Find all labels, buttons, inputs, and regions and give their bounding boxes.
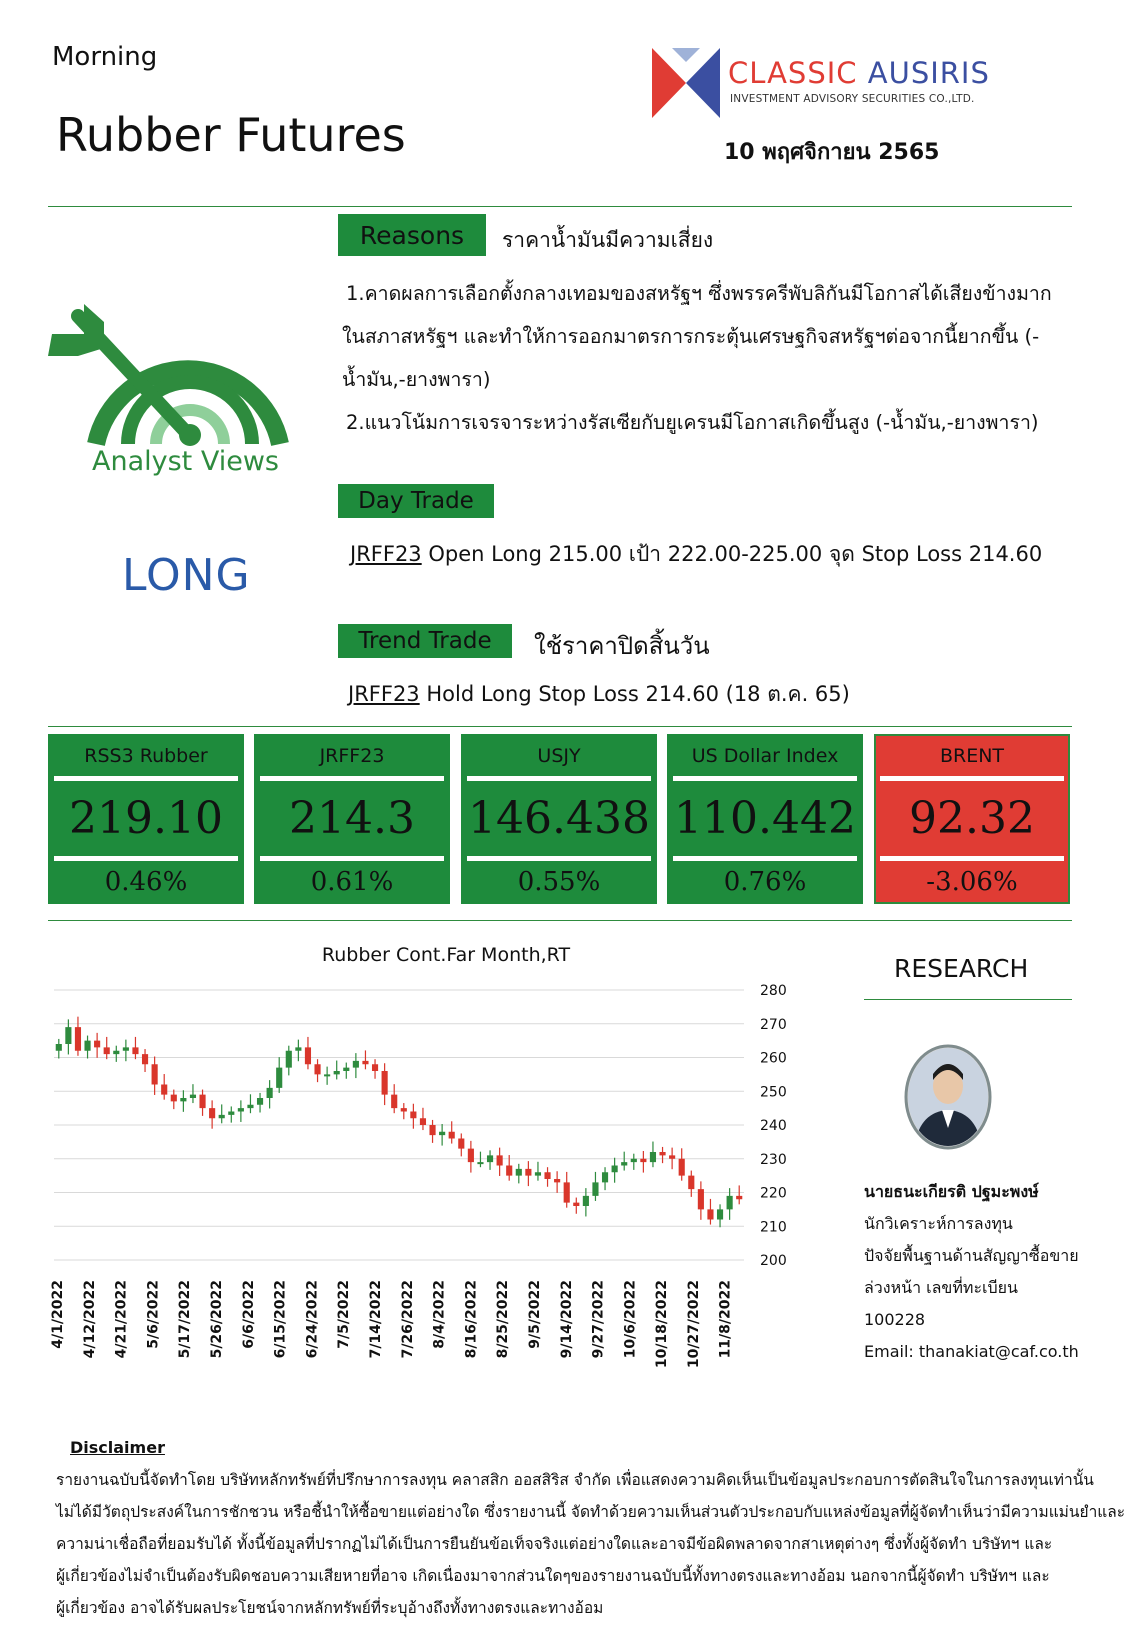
candle-body: [659, 1152, 665, 1155]
candle-body: [497, 1155, 503, 1165]
candle-body: [104, 1047, 110, 1054]
ticker-value: 146.438: [468, 792, 650, 844]
candle-body: [257, 1098, 263, 1105]
candle-body: [631, 1159, 637, 1162]
candle-body: [75, 1027, 81, 1051]
y-tick-label: 230: [760, 1151, 787, 1168]
x-tick-label: 10/18/2022: [654, 1280, 671, 1369]
candle-body: [209, 1108, 215, 1118]
ticker-change: 0.46%: [104, 867, 188, 897]
candle-body: [152, 1064, 158, 1084]
candle-body: [305, 1047, 311, 1064]
y-tick-label: 260: [760, 1050, 787, 1067]
candle-body: [267, 1088, 273, 1098]
x-tick-label: 8/16/2022: [463, 1280, 480, 1359]
x-tick-label: 5/17/2022: [177, 1280, 194, 1359]
candle-body: [142, 1054, 148, 1064]
disclaimer-text: [56, 1464, 1126, 1624]
reasons-badge: Reasons: [338, 214, 486, 256]
candle-body: [286, 1051, 292, 1068]
x-tick-label: 7/14/2022: [367, 1280, 384, 1359]
candle-body: [592, 1182, 598, 1196]
candle-body: [621, 1162, 627, 1165]
candle-body: [324, 1074, 330, 1076]
disclaimer-line: ผู้เกี่ยวข้องไม่จำเป็นต้องรับผิดชอบความเสียหายที่อาจ เกิดเนื่องมาจากส่วนใดๆของรายงานฉบับนี้ทั้งทางตรงและทางอ้อม นอกจากนี้ผู้จัดทำ บริษัทฯ และ: [56, 1567, 1050, 1585]
candle-body: [343, 1068, 349, 1071]
ticker-value: 214.3: [289, 792, 415, 844]
ticker-box-jrff23: [254, 734, 450, 904]
price-chart: [50, 983, 854, 1450]
candle-body: [688, 1176, 694, 1190]
candle-body: [612, 1166, 618, 1173]
candle-body: [506, 1166, 512, 1176]
brand-logo-icon: [652, 48, 720, 118]
x-tick-label: 11/8/2022: [717, 1280, 734, 1359]
candle-body: [449, 1132, 455, 1139]
ticker-change: 0.55%: [517, 867, 601, 897]
x-tick-label: 9/14/2022: [558, 1280, 575, 1359]
divider: [48, 206, 1072, 207]
ticker-label: USJY: [537, 745, 581, 767]
x-tick-label: 5/26/2022: [208, 1280, 225, 1359]
candle-body: [573, 1203, 579, 1206]
candle-body: [727, 1196, 733, 1210]
candle-body: [602, 1172, 608, 1182]
ticker-value: 110.442: [674, 792, 856, 844]
analyst-views-logo-text: Analyst Views: [92, 446, 279, 477]
x-tick-label: 7/26/2022: [399, 1280, 416, 1359]
disclaimer-line: ความน่าเชื่อถือที่ยอมรับได้ ทั้งนี้ข้อมูลที่ปรากฏไม่ได้เป็นการยืนยันข้อเท็จจริงแต่อย่างใดและอาจมีข้อผิดพลาดจากสาเหตุต่างๆ ซึ่งทั้งผู้จัดทำ บริษัทฯ และ: [56, 1535, 1053, 1553]
candle-body: [516, 1169, 522, 1176]
x-tick-label: 4/1/2022: [50, 1280, 66, 1349]
candle-body: [535, 1172, 541, 1175]
candle-body: [410, 1112, 416, 1119]
ticker-change: 0.76%: [723, 867, 807, 897]
trend-trade-line: JRFF23 Hold Long Stop Loss 214.60 (18 ต.ค. 65): [348, 682, 850, 706]
candle-body: [372, 1064, 378, 1071]
brand-name: CLASSIC AUSIRIS: [728, 56, 990, 90]
candle-body: [640, 1159, 646, 1162]
candle-body: [736, 1196, 742, 1199]
candle-body: [468, 1149, 474, 1163]
candle-body: [132, 1047, 138, 1054]
candle-body: [429, 1125, 435, 1135]
candle-body: [382, 1071, 388, 1095]
y-tick-label: 200: [760, 1253, 787, 1269]
candle-body: [458, 1139, 464, 1149]
y-tick-label: 250: [760, 1084, 787, 1101]
analyst-license: ปัจจัยพื้นฐานด้านสัญญาซื้อขาย: [864, 1246, 1079, 1265]
ticker-box-rss3: [48, 734, 244, 904]
analyst-email[interactable]: Email: thanakiat@caf.co.th: [864, 1342, 1079, 1361]
reason-line: น้ำมัน,-ยางพารา): [342, 368, 491, 391]
candle-body: [669, 1155, 675, 1158]
reason-line: 2.แนวโน้มการเจรจาระหว่างรัสเซียกับยูเครนมีโอกาสเกิดขึ้นสูง (-น้ำมัน,-ยางพารา): [346, 411, 1039, 434]
candle-body: [84, 1041, 90, 1051]
x-tick-label: 8/25/2022: [495, 1280, 512, 1359]
ticker-box-brent: [874, 734, 1070, 904]
analyst-avatar: [904, 1044, 992, 1150]
candle-body: [554, 1179, 560, 1182]
divider: [48, 920, 1072, 921]
ticker-box-dxy: [667, 734, 863, 904]
candle-body: [65, 1027, 71, 1044]
report-kicker: Morning: [52, 42, 158, 72]
divider: [864, 999, 1072, 1000]
candle-body: [123, 1047, 129, 1050]
ticker-change: -3.06%: [926, 867, 1018, 897]
x-tick-label: 4/12/2022: [81, 1280, 98, 1359]
x-tick-label: 8/4/2022: [431, 1280, 448, 1349]
analyst-role: นักวิเคราะห์การลงทุน: [864, 1214, 1013, 1233]
day-trade-line: JRFF23 Open Long 215.00 เป้า 222.00-225.00 จุด Stop Loss 214.60: [350, 542, 1043, 566]
day-trade-badge: Day Trade: [338, 484, 494, 518]
candle-body: [717, 1209, 723, 1219]
target-arrow-icon: [48, 300, 288, 460]
candle-body: [247, 1105, 253, 1108]
reasons-list: [342, 272, 1094, 444]
candle-body: [362, 1061, 368, 1064]
stance-label: LONG: [122, 550, 251, 601]
candle-body: [94, 1041, 100, 1048]
analyst-license: ล่วงหน้า เลขที่ทะเบียน: [864, 1278, 1018, 1297]
candle-body: [171, 1095, 177, 1102]
trend-trade-note: ใช้ราคาปิดสิ้นวัน: [534, 632, 710, 660]
ticker-change: 0.61%: [310, 867, 394, 897]
brand-subtitle: INVESTMENT ADVISORY SECURITIES CO.,LTD.: [730, 93, 975, 105]
candle-body: [525, 1169, 531, 1176]
divider: [48, 726, 1072, 727]
x-tick-label: 10/6/2022: [622, 1280, 639, 1359]
y-tick-label: 210: [760, 1219, 787, 1236]
ticker-value: 219.10: [69, 792, 223, 844]
analyst-info: [864, 1176, 1114, 1368]
candle-body: [487, 1155, 493, 1162]
candle-body: [190, 1095, 196, 1098]
chart-title: Rubber Cont.Far Month,RT: [321, 944, 571, 966]
contract-code: JRFF23: [348, 682, 420, 706]
ticker-label: BRENT: [939, 745, 1005, 767]
disclaimer-line: ไม่ได้มีวัตถุประสงค์ในการชักชวน หรือชี้นำให้ซื้อขายแต่อย่างใด ซึ่งรายงานนี้ จัดทำด้วยความเห็นส่วนตัวประกอบกับแหล่งข้อมูลที่ผู้จัดทำเห็นว่ามีความแม่นยำและ: [56, 1503, 1126, 1521]
x-tick-label: 6/24/2022: [304, 1280, 321, 1359]
ticker-label: JRFF23: [319, 745, 385, 767]
candle-body: [276, 1068, 282, 1088]
x-tick-label: 5/6/2022: [145, 1280, 162, 1349]
candle-body: [439, 1132, 445, 1135]
candle-body: [314, 1064, 320, 1074]
x-tick-label: 7/5/2022: [336, 1280, 353, 1349]
x-tick-label: 4/21/2022: [113, 1280, 130, 1359]
x-tick-label: 6/15/2022: [272, 1280, 289, 1359]
report-date: 10 พฤศจิกายน 2565: [724, 140, 940, 165]
x-tick-label: 10/27/2022: [685, 1280, 702, 1369]
candle-body: [420, 1118, 426, 1125]
disclaimer-line: ผู้เกี่ยวข้อง อาจได้รับผลประโยชน์จากหลักทรัพย์ที่ระบุอ้างถึงทั้งทางตรงและทางอ้อม: [56, 1599, 604, 1617]
research-heading: RESEARCH: [894, 954, 1029, 983]
candle-body: [199, 1095, 205, 1109]
trend-trade-badge: Trend Trade: [338, 624, 512, 658]
candle-body: [391, 1095, 397, 1109]
candle-body: [477, 1162, 483, 1164]
candle-body: [698, 1189, 704, 1209]
candle-body: [219, 1115, 225, 1118]
candle-body: [679, 1159, 685, 1176]
candle-body: [113, 1051, 119, 1054]
candle-body: [334, 1071, 340, 1074]
candle-body: [401, 1108, 407, 1111]
y-tick-label: 270: [760, 1016, 787, 1033]
y-tick-label: 220: [760, 1185, 787, 1202]
candle-body: [180, 1098, 186, 1101]
ticker-box-usjy: [461, 734, 657, 904]
disclaimer-line: รายงานฉบับนี้จัดทำโดย บริษัทหลักทรัพย์ที่ปรึกษาการลงทุน คลาสสิก ออสสิริส จำกัด เพื่อแสดงความคิดเห็นเป็นข้อมูลประกอบการตัดสินใจในการลงทุนเท่านั้น: [56, 1471, 1094, 1489]
candle-body: [707, 1209, 713, 1219]
candle-body: [583, 1196, 589, 1206]
x-tick-label: 9/27/2022: [590, 1280, 607, 1359]
contract-code: JRFF23: [350, 542, 422, 566]
candle-body: [564, 1182, 570, 1202]
y-tick-label: 240: [760, 1118, 787, 1134]
x-tick-label: 9/5/2022: [526, 1280, 543, 1349]
ticker-value: 92.32: [909, 792, 1035, 844]
candle-body: [228, 1112, 234, 1115]
ticker-label: RSS3 Rubber: [84, 745, 208, 767]
report-title: Rubber Futures: [56, 108, 406, 162]
candle-body: [161, 1085, 167, 1095]
analyst-name: นายธนะเกียรติ ปฐมะพงษ์: [864, 1182, 1039, 1201]
reason-line: ในสภาสหรัฐฯ และทำให้การออกมาตรการกระตุ้นเศรษฐกิจสหรัฐฯต่อจากนี้ยากขึ้น (-: [342, 325, 1040, 348]
y-tick-label: 280: [760, 983, 787, 999]
analyst-license-no: 100228: [864, 1310, 926, 1329]
reason-line: 1.คาดผลการเลือกตั้งกลางเทอมของสหรัฐฯ ซึ่งพรรครีพับลิกันมีโอกาสได้เสียงข้างมาก: [346, 282, 1052, 305]
candle-body: [295, 1047, 301, 1050]
reasons-headline: ราคาน้ำมันมีความเสี่ยง: [502, 228, 714, 252]
candle-body: [56, 1044, 62, 1051]
x-tick-label: 6/6/2022: [240, 1280, 257, 1349]
candle-body: [353, 1061, 359, 1068]
candle-body: [544, 1172, 550, 1179]
candle-body: [650, 1152, 656, 1162]
ticker-label: US Dollar Index: [691, 745, 839, 767]
candle-body: [238, 1108, 244, 1111]
disclaimer-title: Disclaimer: [70, 1438, 165, 1457]
